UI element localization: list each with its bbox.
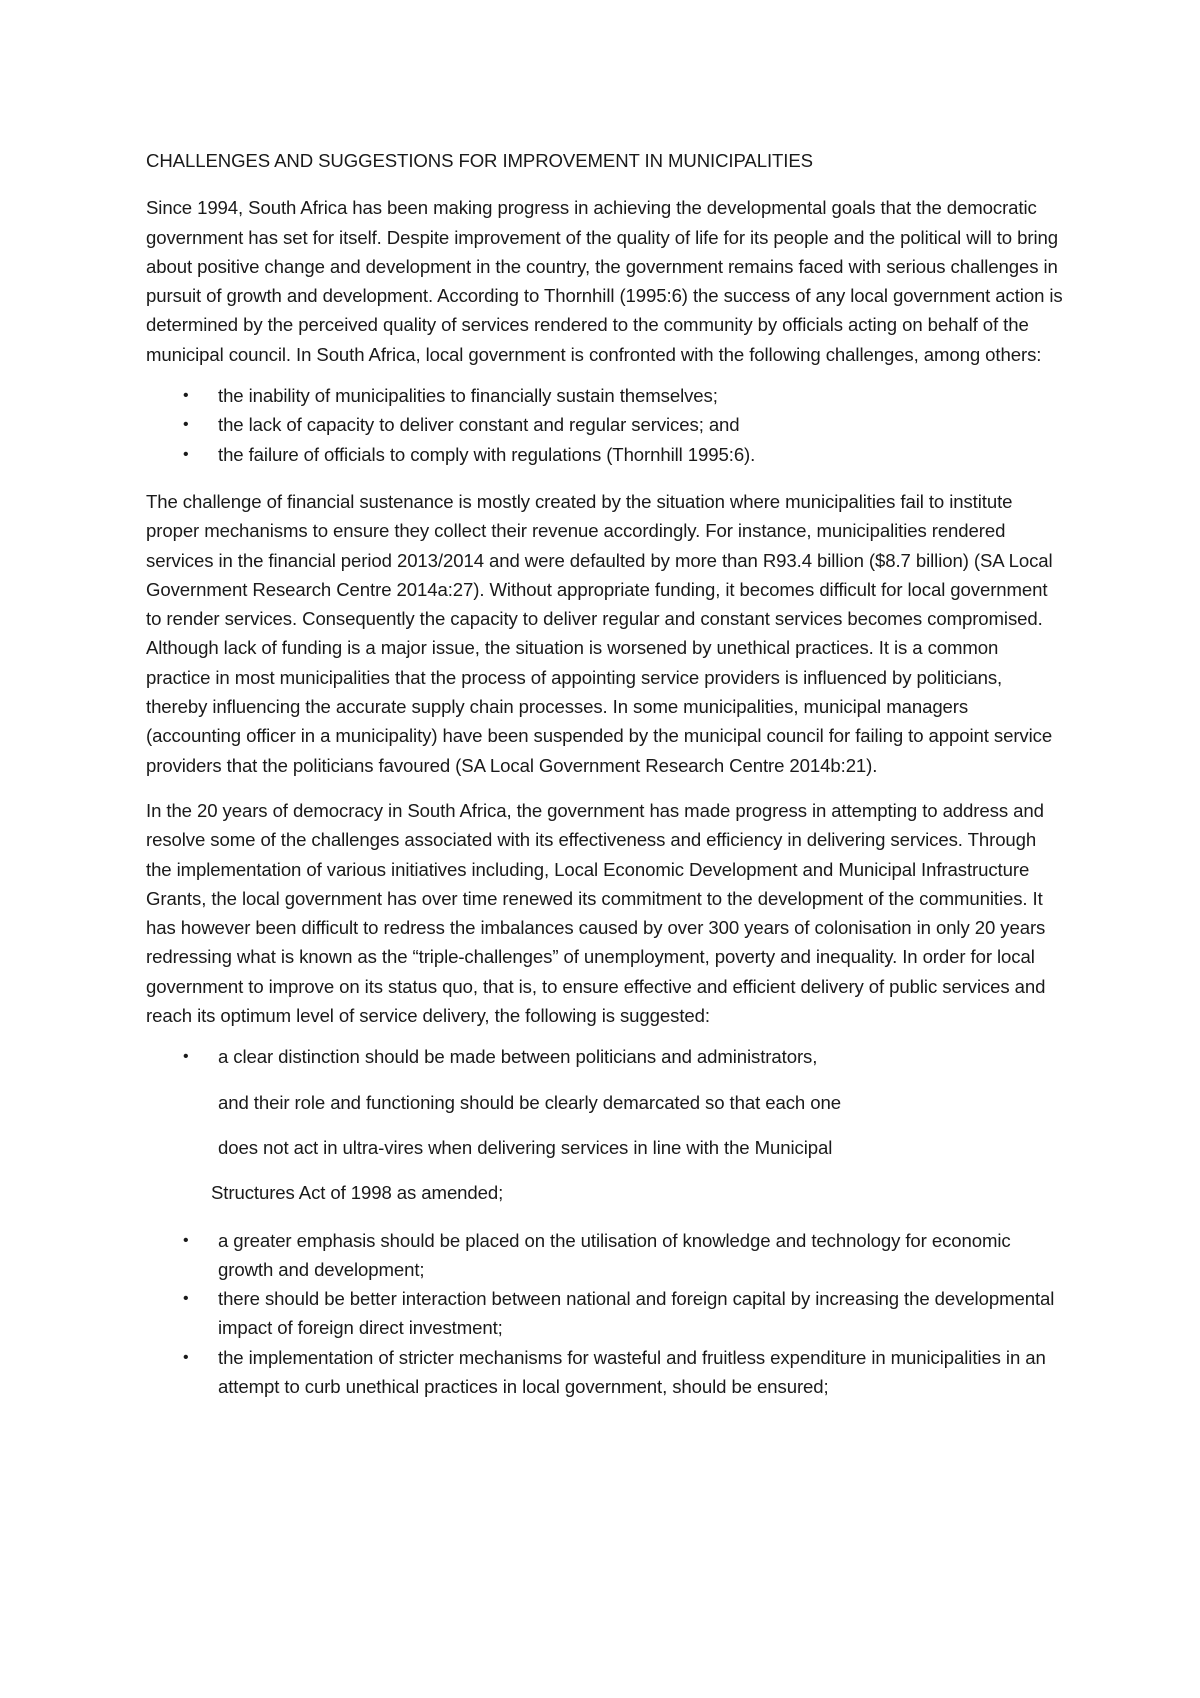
- list-item: [146, 1226, 1066, 1285]
- document-body: [146, 146, 1066, 1417]
- bullet-icon: •: [183, 445, 189, 463]
- suggestion-line: Structures Act of 1998 as amended;: [211, 1182, 504, 1204]
- financial-sustenance-paragraph: The challenge of financial sustenance is mostly created by the situation where municipalities fail to institute proper mechanisms to ensure they collect their revenue accordingly. For instance, municipalities rendered services in the financial period 2013/2014 and were defaulted by more than R93.4 billion ($8.7 billion) (SA Local Government Research Centre 2014a:27). Without appropriate funding, it becomes difficult for local government to render services. Consequently the capacity to deliver regular and constant services becomes compromised. Although lack of funding is a major issue, the situation is worsened by unethical practices. It is a common practice in most municipalities that the process of appointing service providers is influenced by politicians, thereby influencing the accurate supply chain processes. In some municipalities, municipal managers (accounting officer in a municipality) have been suspended by the municipal council for failing to appoint service providers that the politicians favoured (SA Local Government Research Centre 2014b:21).: [146, 490, 1053, 776]
- challenges-list: [146, 381, 1066, 469]
- list-item-text: the lack of capacity to deliver constant and regular services; and: [218, 414, 740, 436]
- list-item: [146, 1042, 1066, 1207]
- list-item: [146, 1284, 1066, 1343]
- list-item-text: the implementation of stricter mechanisms for wasteful and fruitless expenditure in municipalities in an attempt to curb unethical practices in local government, should be ensured;: [218, 1346, 1046, 1397]
- bullet-icon: •: [183, 1048, 189, 1066]
- list-item: [146, 381, 1066, 410]
- intro-paragraph: Since 1994, South Africa has been making progress in achieving the developmental goals that the democratic government has set for itself. Despite improvement of the quality of life for its people and the political will to bring about positive change and development in the country, the government remains faced with serious challenges in pursuit of growth and development. According to Thornhill (1995:6) the success of any local government action is determined by the perceived quality of services rendered to the community by officials acting on behalf of the municipal council. In South Africa, local government is confronted with the following challenges, among others:: [146, 197, 1063, 365]
- list-item-text: the failure of officials to comply with regulations (Thornhill 1995:6).: [218, 443, 756, 465]
- suggestion-line: a clear distinction should be made between politicians and administrators,: [218, 1046, 818, 1068]
- suggestions-list: [146, 1042, 1066, 1401]
- list-item-text: the inability of municipalities to financially sustain themselves;: [218, 385, 718, 407]
- suggestion-line: and their role and functioning should be clearly demarcated so that each one: [218, 1091, 841, 1113]
- bullet-icon: •: [183, 1348, 189, 1366]
- bullet-icon: •: [183, 416, 189, 434]
- bullet-icon: •: [183, 1231, 189, 1249]
- bullet-icon: •: [183, 1290, 189, 1308]
- list-item: [146, 410, 1066, 439]
- list-item: [146, 1343, 1066, 1402]
- document-title: CHALLENGES AND SUGGESTIONS FOR IMPROVEMENT IN MUNICIPALITIES: [146, 150, 813, 171]
- democracy-progress-paragraph: In the 20 years of democracy in South Africa, the government has made progress in attempting to address and resolve some of the challenges associated with its effectiveness and efficiency in delivering services. Through the implementation of various initiatives including, Local Economic Development and Municipal Infrastructure Grants, the local government has over time renewed its commitment to the development of the communities. It has however been difficult to redress the imbalances caused by over 300 years of colonisation in only 20 years redressing what is known as the “triple-challenges” of unemployment, poverty and inequality. In order for local government to improve on its status quo, that is, to ensure effective and efficient delivery of public services and reach its optimum level of service delivery, the following is suggested:: [146, 799, 1046, 1027]
- list-item: [146, 440, 1066, 469]
- suggestion-line: does not act in ultra-vires when delivering services in line with the Municipal: [218, 1136, 833, 1158]
- list-item-text: a greater emphasis should be placed on the utilisation of knowledge and technology for economic growth and development;: [218, 1229, 1011, 1280]
- bullet-icon: •: [183, 387, 189, 405]
- list-item-text: there should be better interaction between national and foreign capital by increasing the developmental impact of foreign direct investment;: [218, 1288, 1055, 1339]
